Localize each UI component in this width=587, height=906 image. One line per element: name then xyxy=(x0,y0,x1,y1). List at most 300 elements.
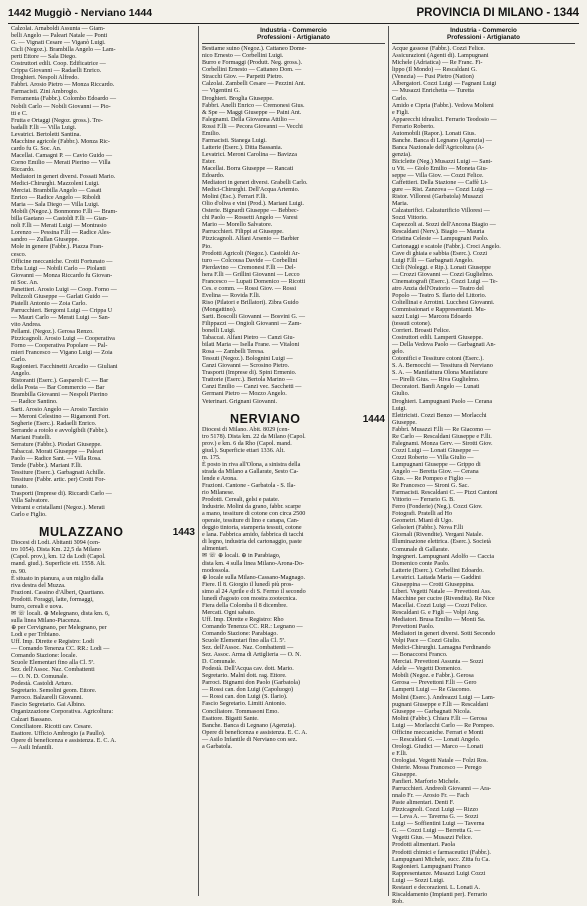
directory-line: Mediatori in generi diversi. Grabelli Carlo. xyxy=(202,180,308,187)
directory-line: Rosa — Zambelli Teresa. xyxy=(202,349,265,356)
directory-line: Macellai. Cozzi Luigi — Cozzi Felice. xyxy=(392,602,488,609)
directory-line: Gerosa — Prevettoni F.lli — Gero xyxy=(392,680,477,687)
directory-line: Giuseppe. xyxy=(392,419,417,426)
directory-line: Lodi e per Tribiano. xyxy=(11,631,61,638)
directory-line: Mariani Fratelli. xyxy=(11,434,52,441)
directory-line: Albergatori. Cozzi Luigi — Fagnani Luigi xyxy=(392,81,497,88)
section-rule xyxy=(202,43,385,44)
directory-line: vito Andrea. xyxy=(11,321,42,328)
directory-line: Canzi Giovanni — Scrosino Pietro. xyxy=(202,363,290,370)
directory-line: Pizzicagnoli. Cozzi Luigi — Rizzo xyxy=(392,807,479,814)
directory-line: sandro — Zullan Giuseppe. xyxy=(11,237,79,244)
directory-line: sazzi Luigi — Marcora Edoardo xyxy=(392,313,472,320)
directory-line: Vittorio — Ferrario G. B. xyxy=(392,497,455,504)
directory-line: Costruttori edili. Lamperti Giuseppe. xyxy=(392,335,483,342)
directory-line: Volpi Pace — Cozzi Giulio. xyxy=(392,638,461,645)
directory-line: Carlo. xyxy=(11,357,27,364)
directory-line: Calzari Bassano. xyxy=(11,716,53,723)
directory-line: Falegnami. Monza Gerv. — Sirotti Giov. xyxy=(392,440,493,447)
directory-line: Popolo — Teatro S. Ilario del Littorio. xyxy=(392,292,487,299)
directory-line: riva destra del Muzza. xyxy=(11,582,66,589)
section-rule xyxy=(392,43,575,44)
directory-line: strada da Milano a Gallarate, Sesto Ca- xyxy=(202,468,299,475)
directory-line: Riccardo. xyxy=(11,166,35,173)
muggio-directory xyxy=(11,26,195,519)
directory-line: Molini (Esc.). Ferrari F.lli. xyxy=(202,194,268,201)
directory-line: Pellami. (Negoz.). Gerosa Renzo. xyxy=(11,329,94,336)
town-name: MULAZZANO xyxy=(39,525,124,540)
directory-line: (Mongattino). xyxy=(202,306,237,313)
directory-line: cardo fu G. Soc. An. xyxy=(11,145,62,152)
directory-line: Calzaturifici. Calzaturificio Villoresi — xyxy=(392,208,490,215)
directory-line: Geometri. Miani di Ugo. xyxy=(392,518,453,525)
directory-line: Brambilla Giovanni — Nespoli Pierino xyxy=(11,392,108,399)
directory-line: tro 5178). Dista km. 22 da Milano (Capol. xyxy=(202,433,306,440)
directory-line: Conciliatore. Tommasoni Emo. xyxy=(202,708,279,715)
directory-line: prov.) e km. 6 da Rho (Capol. mand. xyxy=(202,440,292,447)
directory-line: u Vit. — Giolo Emilio — Moneta Giu- xyxy=(392,165,488,172)
nerviano-description xyxy=(202,427,385,751)
directory-line: Assicurazioni (Agenti di). Lampugnani xyxy=(392,53,489,60)
directory-line: Medici-Chirurghi. Mazzoleni Luigi. xyxy=(11,181,100,188)
directory-line: G. — Vignati Cesare — Viganò Luigi. xyxy=(11,40,106,47)
directory-line: Cicli (Noleggi. e Rip.). Lonati Giuseppe xyxy=(392,264,491,271)
directory-line: gure — Rist. Zanzova — Cozzi Luigi — xyxy=(392,187,493,194)
directory-line: Nobili Carlo — Nobili Giovanni — Pio- xyxy=(11,103,111,110)
directory-line: Parroco. Balzarelli Giovanni. xyxy=(11,695,83,702)
directory-line: Commissionari e Rappresentanti. Mu- xyxy=(392,306,486,313)
page-header xyxy=(8,4,579,22)
column-2 xyxy=(198,26,388,896)
directory-line: Corno Emilio — Merati Pierino — Villa xyxy=(11,159,111,166)
directory-line: Frutta e Ortaggi (Negoz. gross.). Tre- xyxy=(11,117,103,124)
directory-line: billa Gaetano — Castoldi F.lli — Gian- xyxy=(11,216,108,223)
directory-line: S. A. — Manifattura Olona Manifature xyxy=(392,370,488,377)
directory-line: Illuminazione elettrica. (Eserc.). Società xyxy=(392,539,491,546)
directory-line: Ferro (Fonderie) (Neg.). Cozzi Giov. xyxy=(392,504,483,511)
directory-line: Mediatori in generi diversi. Sotti Secondo xyxy=(392,631,496,638)
directory-line: noli F.lli — Merati Luigi — Montrasio xyxy=(11,223,107,230)
section-title: Industria - Commercio xyxy=(450,27,517,34)
directory-line: mand. giud.). Superficie ett. 1558. Alt. xyxy=(11,561,106,568)
directory-line: Riso (Pilatori e Brillatori). Zibra Guido xyxy=(202,299,299,306)
town-number: 1444 xyxy=(362,413,385,425)
directory-line: Vetrami e cristallami (Negoz.). Merati xyxy=(11,505,105,512)
directory-line: burro, cereali e uova. xyxy=(11,603,63,610)
directory-line: Calzolai. Arnaboldi Assunta — Giam- xyxy=(11,26,105,32)
directory-line: Veterinari. Grignani Giovanni. xyxy=(202,398,278,405)
directory-line: Prevettoni Paolo. xyxy=(392,624,435,631)
directory-line: Pizzicagnoli. Alfani Arsenio — Barbier xyxy=(202,236,300,243)
section-subtitle: Professioni - Artigianato xyxy=(447,34,520,42)
directory-line: Edoardo. xyxy=(202,173,225,180)
directory-line: Pio. xyxy=(202,243,212,250)
directory-line: Gius. — Re Pompeo e Figlio — xyxy=(392,476,471,483)
directory-line: e lana. Fabbrica amido, fabbrica di tacchi xyxy=(202,532,304,539)
directory-line: a mano, tessiture di cotone con circa 2500 xyxy=(202,511,306,518)
directory-line: D. Comunale. xyxy=(202,659,237,666)
directory-line: & Spe — Maggi Giuseppe — Paini Ant. xyxy=(202,109,302,116)
directory-line: Restauri e decorazioni. L. Lonati A. xyxy=(392,884,480,891)
directory-line: Tabaccai. Alfani Pietro — Canzi Giu- xyxy=(202,335,295,342)
directory-line: — Radice Santino. xyxy=(11,399,58,406)
directory-line: Orologi. Giudici — Marco — Lonati xyxy=(392,743,484,750)
directory-line: Lampugnani Michele, succ. Zitta fu Ca. xyxy=(392,856,490,863)
directory-line: Luigi F.lli — Garbagnati Angelo. xyxy=(392,257,474,264)
directory-line: Calzolai. Zambelli Cesare — Pezzini Ant. xyxy=(202,81,306,88)
directory-line: — Crozzi Giovanni — Cozzi Guglielmo. xyxy=(392,271,494,278)
directory-line: Fascio Segretario. Gai Albino. xyxy=(11,702,86,709)
directory-line: Liberi. Vegetti Natale — Prevettoni Ass. xyxy=(392,588,492,595)
directory-line: Segherie (Eserc.). Radaelli Enrico. xyxy=(11,420,97,427)
directory-line: Macchine per cucire (Rivendita). Re Nice xyxy=(392,595,495,602)
directory-line: nico Ernesto — Corbellini Luigi. xyxy=(202,53,284,60)
directory-line: Luigi — Sozzi Luigi. xyxy=(392,877,445,884)
directory-line: Merciai. Brambilla Angelo — Casati xyxy=(11,188,102,195)
directory-line: Ferramenta (Fabbr.). Colombo Edoardo — xyxy=(11,96,117,103)
directory-line: Erba Luigi — Nobili Carlo — Piolanti xyxy=(11,265,106,272)
directory-line: lippo (Il Mondo) — Rescaldani G. xyxy=(392,67,477,74)
directory-line: tunato. xyxy=(11,484,28,491)
directory-line: m. 175. xyxy=(202,454,221,461)
directory-line: Ragionieri. Facchinetti Arcadio — Giuliani xyxy=(11,364,118,371)
directory-line: Fabbri. Arosio Pietro — Monza Riccardo. xyxy=(11,82,115,89)
directory-line: Mobili (Negoz. e Fabbr.). Gerosa xyxy=(392,673,474,680)
directory-line: Cartonaggi e scatole (Fabbr.). Croci Angelo. xyxy=(392,243,501,250)
header-rule xyxy=(8,23,579,24)
directory-line: — Rescaldani G. — Lonati Angelo. xyxy=(392,736,481,743)
directory-line: Re Carlo — Rescaldani Giuseppe e F.lli. xyxy=(392,433,492,440)
directory-line: Paolo — Radice Sant. — Villa Rosa. xyxy=(11,455,102,462)
directory-line: Banche. Banca di Legnano (Agenzia) — xyxy=(392,137,492,144)
directory-line: Mercati. Ogni sabato. xyxy=(202,609,256,616)
directory-line: — Asilo Infantile di Nerviano con sez. xyxy=(202,736,297,743)
directory-line: seppe — Villa Giov. — Cozzi Felice. xyxy=(392,173,484,180)
directory-line: Trasporti (Imprese di). Riccardi Carlo — xyxy=(11,491,112,498)
directory-line: Latterie (Eserc.). Corbellini Edoardo. xyxy=(392,567,484,574)
directory-line: Pierdavino — Cremonesi F.lli — Del- xyxy=(202,264,296,271)
directory-line: Cicli (Negoz.). Brambilla Angelo — Lam- xyxy=(11,47,116,54)
directory-line: modossola. xyxy=(202,567,230,574)
directory-line: Panfieri. Marforio Michele. xyxy=(392,779,460,786)
directory-line: Villa Salvatore. xyxy=(11,498,50,505)
directory-line: Francesco — Lupati Domenico — Ricotti xyxy=(202,278,306,285)
directory-line: S. A. Bernocchi — Tessitura di Nerviano xyxy=(392,363,493,370)
directory-line: Fiera della Colomba il 8 dicembre. xyxy=(202,602,288,609)
directory-line: Paste alimentari. Denti F. xyxy=(392,800,455,807)
directory-line: operaie, tessiture di lino e canapa, Can- xyxy=(202,518,299,525)
directory-line: Coltellinai e Arrotini. Lucchesi Giovanni. xyxy=(392,299,495,306)
directory-line: — Della Vedova Paolo — Garbagnati An- xyxy=(392,342,496,349)
directory-line: Pizzicagnoli. Arosio Luigi — Cooperativa xyxy=(11,336,115,343)
directory-line: Domenico conte Paolo. xyxy=(392,560,450,567)
directory-line: lunedì d'agosto con mostra zootecnica. xyxy=(202,595,298,602)
directory-line: Parrucchieri. Andreoli Giovanni — Ara- xyxy=(392,786,492,793)
directory-line: sulla linea Milano-Piacenza. xyxy=(11,617,81,624)
directory-line: ✉ ☏ ⊕ locali. ⊕ in Parabiago, xyxy=(202,553,281,560)
directory-line: (Venezia) — Fusi Pietro (Nation) xyxy=(392,74,474,81)
directory-line: Fiere. Il 8. Giorgio il lunedì più pros- xyxy=(202,581,294,588)
directory-line: È posto in riva all'Olona, a sinistra della xyxy=(202,461,301,468)
directory-line: genzia). xyxy=(392,151,412,158)
directory-line: Angelo — Beretta Giov. — Cerana xyxy=(392,469,479,475)
directory-line: Carlo e Figlio. xyxy=(11,512,47,519)
mulazzano-directory xyxy=(202,46,385,405)
directory-line: Prodotti chimici e farmaceutici (Fabbr.). xyxy=(392,849,491,856)
directory-line: (Capol. prov.), km. 12 da Lodi (Capol. xyxy=(11,554,106,561)
directory-line: Corrieri. Broasti Felice. xyxy=(392,328,451,335)
directory-line: mieri Francesco — Vigano Luigi — Zoia xyxy=(11,350,113,357)
directory-line: Scuole Elementari fino alla Cl. 5ª. xyxy=(202,638,286,645)
directory-line: gelo. xyxy=(392,349,405,356)
directory-line: Maria. xyxy=(392,201,409,208)
directory-line: Luigi — Morlacchi Carlo — Re Pompeo. xyxy=(392,722,495,729)
column-1 xyxy=(8,26,198,896)
directory-line: Cave di ghiaia e sabbia (Eserc.). Cozzi xyxy=(392,250,488,257)
directory-line: Trattorie (Eserc.). Bertola Marino — xyxy=(202,377,293,384)
directory-line: bilati Maria — Isella Frane. — Vitaloni xyxy=(202,342,300,349)
directory-line: Uff. Imp. Dirette e Registro: Lodi xyxy=(11,638,94,645)
directory-line: Ristoranti (Eserc.). Gasparoli C. — Bar xyxy=(11,378,109,385)
directory-line: Crippa Giovanni — Radaelli Enrico. xyxy=(11,68,102,75)
directory-line: Trasporti (Imprese di). Spini Ermenio. xyxy=(202,370,297,377)
directory-line: Parrucchieri. Bergomi Luigi — Crippa U xyxy=(11,307,113,314)
directory-line: Olio d'oliva e vini (Prod.). Mariani Luigi. xyxy=(202,201,304,208)
directory-line: Rappresentanze. Musazzi Luigi Cozzi xyxy=(392,870,486,877)
directory-line: Sarti. Boscolli Giovanni — Bosvini G. — xyxy=(202,313,306,320)
directory-line: Opere di beneficenza e assistenza. E. C. A. xyxy=(202,729,308,736)
directory-line: Pelizzoli Giuseppe — Garlati Guido — xyxy=(11,293,109,300)
directory-line: Diocesi di Lodi. Abitanti 3094 (cen- xyxy=(11,540,101,547)
directory-line: Emilio. xyxy=(202,130,221,137)
directory-line: — Pirelli Gius. — Riva Guglielmo. xyxy=(392,377,480,384)
directory-line: Rossi F.lli — Pecora Giovanni — Vecchi xyxy=(202,123,303,130)
directory-line: atro Anzia dell'Oratorio — Teatro del xyxy=(392,285,484,292)
directory-line: giud.). Superficie ettari 1336. Alt. xyxy=(202,447,285,454)
directory-line: deggio tintoria, stamperia tessuti, cotone xyxy=(202,525,302,532)
directory-line: Gelsoieri (Fabbr.). Nova F.lli xyxy=(392,525,464,532)
directory-line: a Garbatola. xyxy=(202,743,233,750)
directory-line: Droghieri. Nespoli Alfredo. xyxy=(11,75,79,82)
directory-line: Medici-Chirurghi. Dell'Acqua Artemio. xyxy=(202,187,300,194)
directory-line: Bestiame suino (Negoz.). Cattaneo Dome- xyxy=(202,46,307,53)
directory-line: Esattore. Bigatti Sante. xyxy=(202,715,259,722)
directory-line: Stracchi Giov. — Parpetti Pietro. xyxy=(202,74,284,81)
directory-line: Comunale di Gallarate. xyxy=(392,546,450,553)
directory-line: hera F.lli — Grillini Giovanni — Lecco xyxy=(202,271,300,278)
directory-line: Cinematografi (Eserc.). Cozzi Luigi — Te- xyxy=(392,278,498,285)
directory-line: Officine meccaniche. Ferrari e Monti xyxy=(392,729,484,736)
header-right: PROVINCIA DI MILANO - 1344 xyxy=(416,7,579,19)
directory-line: turo — Colcousa Davide — Corbellini xyxy=(202,257,298,264)
directory-line: Levatrici. Bertoletti Santina. xyxy=(11,131,81,138)
nerviano-directory xyxy=(392,46,575,906)
directory-line: Merciai. Prevettoni Assunta — Sozzi xyxy=(392,659,484,666)
directory-line: Rescaldani (Nerv.). Biagio — Mauria xyxy=(392,229,485,236)
directory-line: simo al 24 Aprile e di S. Fermo il secondo xyxy=(202,588,306,595)
directory-line: Orologiai. Vegetti Natale — Folzi Ros. xyxy=(392,757,488,764)
directory-line: Piatelli Antonio — Zoia Carlo. xyxy=(11,300,87,307)
directory-line: — Asili Infantili. xyxy=(11,744,54,751)
directory-line: Elettricisti. Cozzi Benzo — Morlacchi xyxy=(392,412,487,419)
directory-line: Fabbri. Musazzi F.lli — Re Giacomo — xyxy=(392,426,491,433)
directory-line: — O. N. D. Comunale. xyxy=(11,674,68,681)
directory-line: Organizzazione Corporativa. Agricoltura: xyxy=(11,709,114,716)
directory-line: Prodotti. Foraggi, latte, formaggi, xyxy=(11,596,94,603)
directory-line: di legno, industria del cartonaggio, paste xyxy=(202,539,302,546)
section-subtitle: Professioni - Artigianato xyxy=(257,34,330,42)
directory-line: Latterie (Eserc.). Ditta Bassania. xyxy=(202,144,283,151)
directory-line: Cotonifici e Tessiture cotoni (Eserc.). xyxy=(392,356,484,363)
directory-line: Segretario. Semolini geom. Ettore. xyxy=(11,688,97,695)
directory-line: lende e Arona. xyxy=(202,475,238,482)
directory-line: Germani Pietro — Mozzo Angelo. xyxy=(202,391,287,398)
directory-line: Serrature (Fabbr.). Piodari Giuseppe. xyxy=(11,441,102,448)
directory-line: Filippazzi — Ongioli Giovanni — Zam- xyxy=(202,321,302,328)
directory-line: pugnani Giuseppe e F.lli — Rescaldani xyxy=(392,701,489,708)
directory-line: Prodotti alimentari. Paola xyxy=(392,842,455,849)
directory-line: Macellai. Camagni P. — Cavio Guido — xyxy=(11,152,112,159)
directory-line: ⊕ per Cervignano, per Melegnano, per xyxy=(11,624,107,631)
directory-line: Tessiture (Eserc.). Garbagnati Achille. xyxy=(11,469,106,476)
directory-line: Diocesi di Milano. Abit. 8029 (cen- xyxy=(202,426,290,433)
directory-line: Luigi. xyxy=(392,405,407,412)
directory-line: Fascio Segretario. Limiti Antonio. xyxy=(202,701,287,708)
directory-line: Farmacisti. Stanega Luigi. xyxy=(202,137,267,144)
directory-line: Giovanni — Monza Riccardo fu Giovan- xyxy=(11,272,113,279)
directory-line: tti e C. xyxy=(11,110,28,117)
directory-line: Cozzi Luigi — Lonati Giuseppe — xyxy=(392,447,479,454)
directory-line: rio Milanese. xyxy=(202,490,235,497)
mulazzano-description xyxy=(11,540,195,751)
directory-line: bonelli Luigi. xyxy=(202,328,236,335)
directory-line: — Leva A. — Taverna G. — Sozzi xyxy=(392,814,479,821)
directory-line: Canzi Emilio — Canzi vec. Sacchetti — xyxy=(202,384,302,391)
directory-line: della Posta — Bar Commercio — Bar xyxy=(11,385,105,392)
directory-line: Frazioni. Cantone - Garbatola - S. Ila- xyxy=(202,483,296,489)
directory-line: ni Soc. An. xyxy=(11,279,39,286)
directory-line: nnalo Fr. — Arosio Fr. — Fach xyxy=(392,793,469,800)
directory-line: Comando Stazione: Parabiago. xyxy=(202,630,278,637)
directory-line: Banca Nazionale dell'Agricoltura (A- xyxy=(392,144,484,151)
directory-line: Molini (Fabbr.). Chiara F.lli — Gerosa xyxy=(392,715,488,722)
directory-line: — Bonaccorsi Franco. xyxy=(392,652,448,659)
directory-line: Comando Tenenza CC. RR.: Legnano — xyxy=(202,623,303,630)
town-heading-mulazzano xyxy=(11,525,195,540)
directory-line: Giuseppe — Garbagnati Nicola. xyxy=(392,708,472,715)
directory-line: Amido e Cipria (Fabbr.). Vedova Molteni xyxy=(392,102,494,109)
directory-line: Macchine agricole (Fabbr.). Monza Ric- xyxy=(11,138,110,145)
directory-line: Uff. Imp. Dirette e Registro: Rho xyxy=(202,616,284,623)
directory-line: — Vigentini G. xyxy=(202,88,240,95)
directory-line: Lamperti Luigi — Re Giacomo. xyxy=(392,687,471,694)
directory-line: Luigi — Soffientini Luigi — Taverna xyxy=(392,821,485,828)
directory-line: Farmacisti. Zini Ambrogio. xyxy=(11,89,79,96)
directory-line: Frazioni. Cassino d'Alberi, Quartiano. xyxy=(11,589,105,596)
town-number: 1443 xyxy=(172,527,195,539)
directory-line: dista km. 4 sulla linea Milano-Arona-Do- xyxy=(202,560,304,567)
directory-line: Caffettieri. Della Stazione — Caffè Li- xyxy=(392,180,488,187)
directory-line: Biciclette (Neg.) Musazzi Luigi — Sant- xyxy=(392,158,493,165)
directory-line: cesco. xyxy=(11,251,27,258)
directory-line: Esattore. Ufficio Ambrogio (a Paullo). xyxy=(11,730,106,737)
directory-line: — Meroni Celestino — Rigamonti Fort. xyxy=(11,413,110,420)
directory-line: Medici-Chirurghi. Lamagna Ferdinando xyxy=(392,645,491,652)
directory-line: Farmacisti. Rescaldani C. — Pizzi Cantoni xyxy=(392,490,498,497)
directory-line: Panettieri. Arosio Luigi — Coop. Forno — xyxy=(11,286,117,293)
directory-line: Automobili (Rapor.). Lonati Gius. xyxy=(392,130,476,137)
directory-line: Parroci. Bignami don Paolo (Garbatola) xyxy=(202,680,301,687)
directory-line: — Mauri Carlo — Merati Luigi — San- xyxy=(11,314,110,321)
directory-line: Comando Stazione: locale. xyxy=(11,653,77,660)
directory-line: Lampugnani Giuseppe — Grippo di xyxy=(392,461,481,468)
directory-line: Levatrici. Laitada Maria — Gaddini xyxy=(392,574,481,581)
directory-line: Michele (Adriatica) — Re Franc. Fi- xyxy=(392,60,483,67)
directory-line: — Rossi can. don Luigi (Capoluogo) xyxy=(202,687,294,694)
directory-line: Ingegneri. Lampugnani Adolfo — Caccia xyxy=(392,553,495,560)
directory-line: Corbellini Ernesto — Cattaneo Dom. — xyxy=(202,67,302,74)
directory-line: Scuole Elementari fino alla Cl. 5ª. xyxy=(11,660,95,667)
directory-line: Forno — Cooperativa Popolare — Pal- xyxy=(11,343,108,350)
directory-line: — Rossi can. don Luigi (S. Ilario). xyxy=(202,694,288,701)
directory-line: Opere di beneficenza e assistenza. E. C. A. xyxy=(11,737,117,744)
directory-line: Fotografi. Pratelli ad Ho xyxy=(392,511,453,518)
directory-line: Tabaccai. Morati Giuseppe — Paleari xyxy=(11,448,104,455)
directory-line: Evelina — Rovida F.lli. xyxy=(202,292,261,299)
directory-line: Segretario. Malni dott. rag. Ettore. xyxy=(202,673,287,680)
directory-line: Tessiture (Fabbr. artic. per) Crotti For- xyxy=(11,477,106,483)
directory-line: Fabbri. Anelli Enrico — Cremonesi Gius. xyxy=(202,102,305,109)
directory-line: Cristina Celeste — Lampugnani Paolo. xyxy=(392,236,489,243)
directory-line: Podestà. Castoldi Arturo. xyxy=(11,681,73,688)
directory-line: Sez. dell'Assoc. Naz. Combattenti xyxy=(11,667,95,674)
directory-line: Riscaldamento (Impianti per). Ferrario xyxy=(392,891,488,898)
directory-line: È situato in pianura, a un miglio dalla xyxy=(11,575,104,582)
directory-line: Levatrici. Meroni Carolina — Bavizza xyxy=(202,151,297,158)
directory-line: Mediatori in generi diversi. Fossati Mario. xyxy=(11,173,116,180)
directory-line: ⊕ locale sulla Milano-Cassano-Magnago. xyxy=(202,574,306,581)
directory-line: Capezzoli ai. Sozzi dell'Ancona Biagio — xyxy=(392,222,496,229)
directory-line: Podestà. Dell'Acqua cav. dott. Mario. xyxy=(202,666,294,673)
directory-line: perti Ettore — Sala Diego. xyxy=(11,54,77,61)
directory-line: chi Paolo — Rossetti Angelo — Varesi xyxy=(202,215,298,222)
directory-line: Lorenzo — Pessina F.lli — Radice Ales- xyxy=(11,230,111,237)
directory-line: Burro e Formaggi (Produtt. Neg. gross.). xyxy=(202,60,303,67)
directory-line: Falegnami. Della Giovanna Attilio — xyxy=(202,116,295,123)
directory-line: Carlo. xyxy=(392,95,408,102)
directory-line: Maria — Sala Diego — Villa Luigi. xyxy=(11,202,100,209)
directory-line: Osterie. Bignardi Giuseppe — Bebbec- xyxy=(202,208,299,215)
directory-line: Angelo. xyxy=(11,371,31,378)
directory-line: Vegetti Gius. — Musazzi Felice. xyxy=(392,835,473,842)
directory-line: belli Angelo — Paleari Natale — Ponti xyxy=(11,33,108,40)
directory-line: Mediatori. Brusa Emilio — Monti Sa. xyxy=(392,616,486,623)
directory-line: Ester. xyxy=(202,158,216,165)
directory-line: Conciliatore. Ricotti cav. Cesare. xyxy=(11,723,93,730)
directory-line: ✉ ☏ locali. ⊕ Melegnano, dista km. 6, xyxy=(11,610,110,617)
directory-line: Adele — Vegetti Domenico. xyxy=(392,666,462,673)
column-3 xyxy=(388,26,578,905)
directory-line: — Comando Tenenza CC. RR.: Lodi — xyxy=(11,646,110,653)
directory-line: Rescaldani G. e Figli — Volpi Ang. xyxy=(392,609,480,616)
directory-line: e F.lli. xyxy=(392,750,408,757)
directory-line: Enrico — Radice Angelo — Riboldi xyxy=(11,195,101,202)
directory-line: Officine meccaniche. Crotti Fortunato — xyxy=(11,258,113,265)
directory-line: Sozzi Vittorio. xyxy=(392,215,428,222)
directory-line: Ragionieri. Lampugnani Franco xyxy=(392,863,471,870)
directory-line: Sarti. Arosio Angelo — Arosio Tarcisio xyxy=(11,406,109,413)
directory-line: Macellai. Borra Giuseppe — Rancati xyxy=(202,165,294,172)
